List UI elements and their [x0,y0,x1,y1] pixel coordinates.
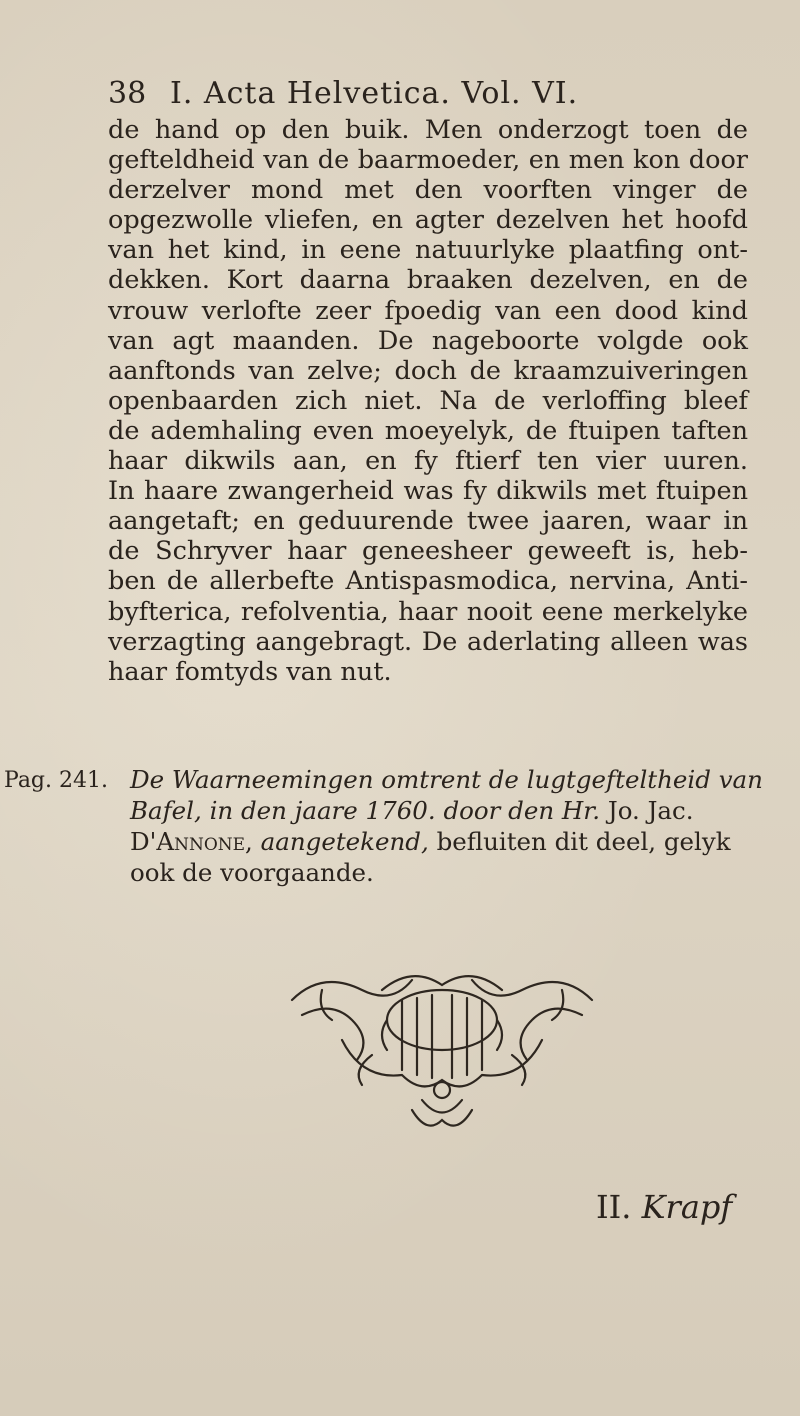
running-title: I. Acta Helvetica. Vol. VI. [170,76,579,111]
running-header [108,74,708,114]
body-line: derzelver mond met den voorften vinger de [108,175,748,206]
body-line: de ademhaling even moeyelyk, de ftuipen taften [108,415,748,446]
body-text [108,115,748,687]
body-line: dekken. Kort daarna braaken dezelven, en de [108,265,748,296]
closing-note-line: ook de voorgaande. [130,858,374,887]
body-line: aanftonds van zelve; doch de kraamzuiveringen [108,355,748,386]
page-number: 38 [108,76,147,111]
catchword: II. Krapf [596,1188,733,1226]
body-line: de Schryver haar geneesheer geweeft is, heb- [108,536,748,567]
body-line: openbaarden zich niet. Na de verloffing bleef [108,385,748,416]
body-line: haar dikwils aan, en fy ftierf ten vier uuren. [108,446,748,477]
closing-note-line: De Waarneemingen omtrent de lugtgefteltheid van [130,765,763,794]
floral-tailpiece-ornament-icon [262,960,622,1140]
closing-note-line: D'Annone, aangetekend, befluiten dit deel, gelyk [130,827,731,856]
closing-note-line: Bafel, in den jaare 1760. door den Hr. Jo. Jac. [130,796,694,825]
body-line: haar fomtyds van nut. [108,656,392,687]
body-line: aangetaft; en geduurende twee jaaren, waar in [108,506,748,537]
body-line: ben de allerbefte Antispasmodica, nervina, Anti- [108,566,748,597]
body-line: byfterica, refolventia, haar nooit eene merkelyke [108,596,748,627]
body-line: In haare zwangerheid was fy dikwils met ftuipen [108,476,748,507]
margin-page-reference: Pag. 241. [4,768,108,793]
body-line: van het kind, in eene natuurlyke plaatfing ont- [108,235,748,266]
body-line: de hand op den buik. Men onderzogt toen de [108,115,748,145]
body-line: gefteldheid van de baarmoeder, en men kon door [108,145,748,176]
body-line: van agt maanden. De nageboorte volgde ook [108,325,748,356]
body-line: opgezwolle vliefen, en agter dezelven het hoofd [108,205,748,236]
closing-note [130,764,763,888]
body-line: vrouw verlofte zeer fpoedig van een dood kind [108,295,748,326]
body-line: verzagting aangebragt. De aderlating alleen was [108,626,748,657]
